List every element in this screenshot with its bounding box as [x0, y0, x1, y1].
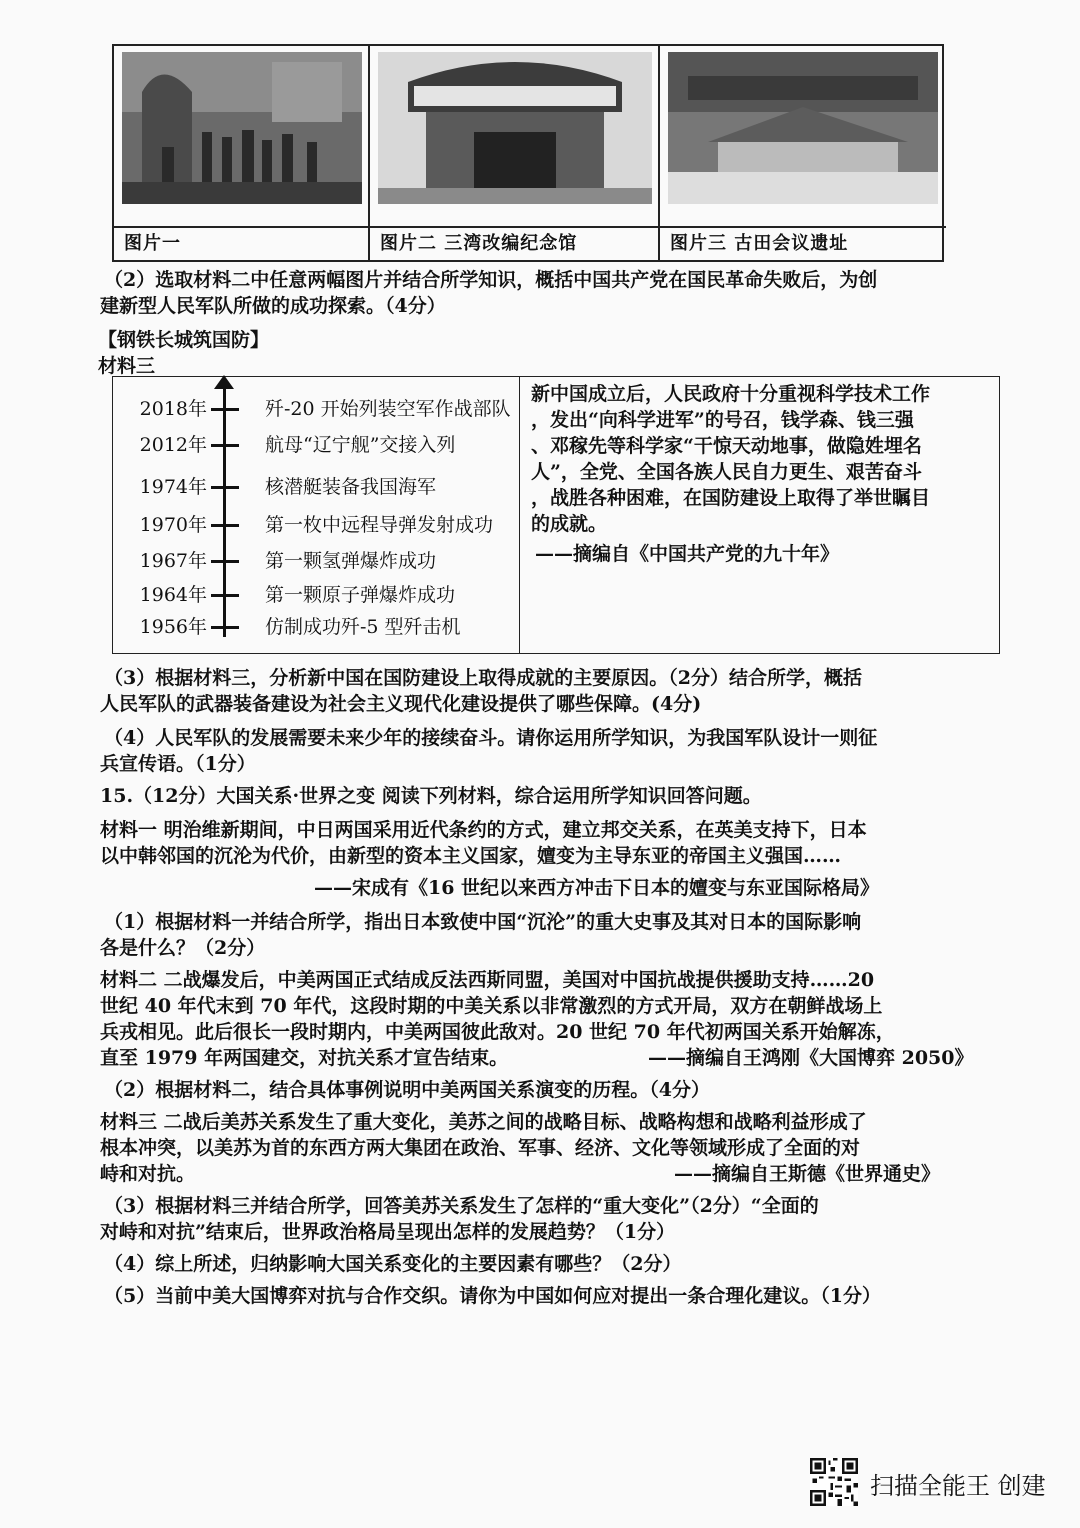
q15-material-2-line-3: 兵戎相见。此后很长一段时期内，中美两国彼此敌对。20 世纪 70 年代初两国关系开始解冻，: [100, 1021, 895, 1043]
qr-code-icon: [810, 1458, 858, 1506]
timeline-item: [113, 473, 519, 501]
q15-subquestion-3-line-1: （3）根据材料三并结合所学，回答美苏关系发生了怎样的“重大变化”（2分）“全面的: [104, 1195, 819, 1217]
q15-subquestion-3-line-2: 对峙和对抗”结束后，世界政治格局呈现出怎样的发展趋势？（1分）: [100, 1221, 676, 1243]
q15-material-3-line-2: 根本冲突，以美苏为首的东西方两大集团在政治、军事、经济、文化等领域形成了全面的对: [100, 1137, 861, 1159]
q15-material-2-line-1: 材料二 二战爆发后，中美两国正式结成反法西斯同盟，美国对中国抗战提供援助支持……20: [100, 969, 875, 991]
q15-subquestion-4: （4）综上所述，归纳影响大国关系变化的主要因素有哪些？（2分）: [104, 1253, 682, 1275]
timeline-item: [113, 547, 519, 575]
timeline-year: 1974年: [139, 476, 207, 498]
q15-material-2-line-2: 世纪 40 年代末到 70 年代，这段时期的中美关系以非常激烈的方式开局，双方在朝鲜战场上: [100, 995, 883, 1017]
material-3-line: ，发出“向科学进军”的号召，钱学森、钱三强: [531, 409, 914, 431]
question-2-line-1: （2）选取材料二中任意两幅图片并结合所学知识，概括中国共产党在国民革命失败后，为创: [104, 269, 878, 291]
q15-material-1-source: ——宋成有《16 世纪以来西方冲击下日本的嬗变与东亚国际格局》: [314, 877, 880, 899]
photo-sanwan-memorial-hall: [378, 52, 652, 204]
question-3-line-2: 人民军队的武器装备建设为社会主义现代化建设提供了哪些保障。(4分): [100, 693, 702, 715]
q15-material-3-line-1: 材料三 二战后美苏关系发生了重大变化，美苏之间的战略目标、战略构想和战略利益形成了: [100, 1111, 867, 1133]
timeline-year: 2018年: [139, 398, 207, 420]
picture-1-caption: 图片一: [114, 226, 368, 260]
q15-subquestion-1-line-1: （1）根据材料一并结合所学，指出日本致使中国“沉沦”的重大史事及其对日本的国际影响: [104, 911, 862, 933]
material-3-label: 材料三: [98, 355, 156, 377]
scanner-watermark: [810, 1458, 1050, 1508]
picture-2-caption: 图片二 三湾改编纪念馆: [370, 226, 658, 260]
timeline-year: 1964年: [139, 584, 207, 606]
timeline-event: 仿制成功歼-5 型歼击机: [265, 616, 461, 638]
timeline-event: 核潜艇装备我国海军: [265, 476, 437, 498]
material-3-line: 人”，全党、全国各族人民自力更生、艰苦奋斗: [531, 461, 922, 483]
material-3-line: 新中国成立后，人民政府十分重视科学技术工作: [531, 383, 931, 405]
question-3-line-1: （3）根据材料三，分析新中国在国防建设上取得成就的主要原因。（2分）结合所学，概括: [104, 667, 862, 689]
q15-material-1-line-1: 材料一 明治维新期间，中日两国采用近代条约的方式，建立邦交关系，在英美支持下，日本: [100, 819, 867, 841]
q15-material-2-line-4: 直至 1979 年两国建交，对抗关系才宣告结束。: [100, 1047, 509, 1069]
timeline-year: 2012年: [139, 434, 207, 456]
timeline-event: 航母“辽宁舰”交接入列: [265, 434, 456, 456]
material-3-text: [531, 381, 987, 567]
material-3-source: ——摘编自《中国共产党的九十年》: [535, 543, 840, 565]
material-3-line: 、邓稼先等科学家“干惊天动地事，做隐姓埋名: [531, 435, 922, 457]
timeline-item: [113, 511, 519, 539]
timeline-year: 1956年: [139, 616, 207, 638]
timeline-year: 1970年: [139, 514, 207, 536]
picture-3-caption: 图片三 古田会议遗址: [660, 226, 946, 260]
picture-cell-1: [114, 46, 370, 260]
question-2-line-2: 建新型人民军队所做的成功探索。（4分）: [100, 295, 446, 317]
picture-cell-3: [660, 46, 946, 260]
timeline-tick: [211, 524, 239, 527]
material-3-line: ，战胜各种困难，在国防建设上取得了举世瞩目: [531, 487, 931, 509]
timeline-item: [113, 431, 519, 459]
timeline-year: 1967年: [139, 550, 207, 572]
q15-subquestion-5: （5）当前中美大国博弈对抗与合作交织。请你为中国如何应对提出一条合理化建议。（1分）: [104, 1285, 881, 1307]
question-4-line-2: 兵宣传语。（1分）: [100, 753, 256, 775]
q15-material-3-line-3: 峙和对抗。: [100, 1163, 196, 1185]
timeline-event: 歼-20 开始列装空军作战部队: [265, 398, 511, 420]
material-3-box: [112, 376, 1000, 654]
timeline-tick: [211, 560, 239, 563]
timeline-tick: [211, 486, 239, 489]
section-heading: 【钢铁长城筑国防】: [98, 329, 270, 351]
q15-subquestion-2: （2）根据材料二，结合具体事例说明中美两国关系演变的历程。（4分）: [104, 1079, 710, 1101]
picture-table: [112, 44, 944, 262]
timeline-tick: [211, 408, 239, 411]
timeline-item: [113, 581, 519, 609]
q15-subquestion-1-line-2: 各是什么？（2分）: [100, 937, 266, 959]
photo-gutian-meeting-site: [668, 52, 938, 204]
scanner-label: 扫描全能王 创建: [870, 1472, 1046, 1500]
photo-meeting-scene: [122, 52, 362, 204]
q15-material-3-source: ——摘编自王斯德《世界通史》: [674, 1163, 941, 1185]
timeline-tick: [211, 626, 239, 629]
timeline-tick: [211, 594, 239, 597]
picture-cell-2: [370, 46, 660, 260]
question-15-title: 15.（12分）大国关系·世界之变 阅读下列材料，综合运用所学知识回答问题。: [100, 785, 762, 807]
question-4-line-1: （4）人民军队的发展需要未来少年的接续奋斗。请你运用所学知识，为我国军队设计一则征: [104, 727, 878, 749]
defense-timeline: [113, 377, 520, 653]
material-3-line: 的成就。: [531, 513, 608, 535]
timeline-item: [113, 395, 519, 423]
timeline-event: 第一颗氢弹爆炸成功: [265, 550, 437, 572]
arrow-up-icon: [214, 375, 234, 389]
timeline-tick: [211, 444, 239, 447]
q15-material-1-line-2: 以中韩邻国的沉沦为代价，由新型的资本主义国家，嬗变为主导东亚的帝国主义强国……: [100, 845, 842, 867]
timeline-item: [113, 613, 519, 641]
q15-material-2-source: ——摘编自王鸿刚《大国博弈 2050》: [648, 1047, 974, 1069]
timeline-event: 第一枚中远程导弹发射成功: [265, 514, 494, 536]
timeline-event: 第一颗原子弹爆炸成功: [265, 584, 456, 606]
